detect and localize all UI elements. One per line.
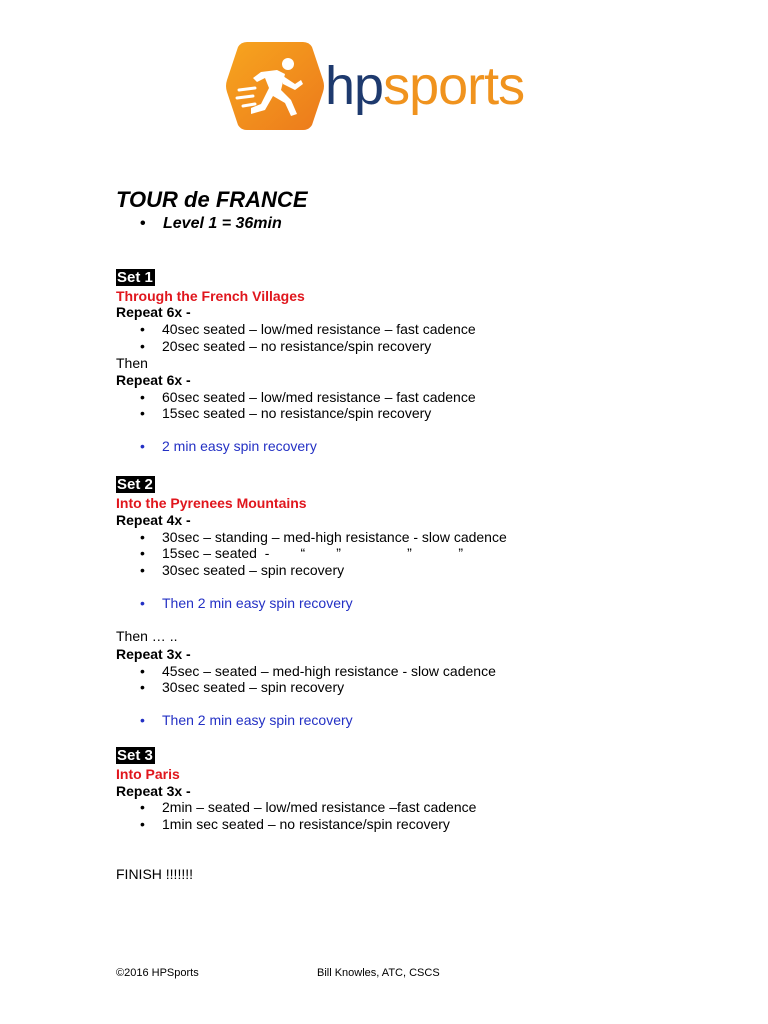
bullet-icon: • (140, 215, 146, 232)
bullet-icon: • (140, 562, 145, 578)
list-item-text: 20sec seated – no resistance/spin recovery (162, 338, 432, 354)
list-item-recovery (140, 438, 317, 455)
bullet-icon: • (140, 712, 145, 728)
bullet-icon: • (140, 338, 145, 354)
set1-label: Set 1 (117, 269, 153, 286)
list-item-recovery (140, 595, 353, 612)
set2-label: Set 2 (117, 476, 153, 493)
list-item-text: 40sec seated – low/med resistance – fast cadence (162, 321, 476, 337)
bullet-icon: • (140, 438, 145, 454)
list-item-text: 45sec – seated – med-high resistance - slow cadence (162, 663, 496, 679)
set2-label-row (116, 476, 155, 494)
list-item (140, 816, 450, 833)
set1-then: Then (116, 355, 148, 371)
set1-repeat-a: Repeat 6x - (116, 304, 191, 320)
set3-repeat: Repeat 3x - (116, 783, 191, 799)
list-item-text: 30sec seated – spin recovery (162, 679, 345, 695)
runner-icon (225, 40, 325, 132)
list-item (140, 529, 507, 546)
list-item-text: 1min sec seated – no resistance/spin recovery (162, 816, 450, 832)
set3-label-row (116, 747, 155, 765)
set3-subtitle: Into Paris (116, 766, 180, 782)
set3-label: Set 3 (117, 747, 153, 764)
level-text: Level 1 = 36min (163, 215, 282, 232)
list-item-recovery (140, 712, 353, 729)
list-item-text: 60sec seated – low/med resistance – fast cadence (162, 389, 476, 405)
bullet-icon: • (140, 595, 145, 611)
hpsports-logo (225, 40, 555, 132)
list-item-text: 2 min easy spin recovery (162, 438, 317, 454)
logo-sports-text: sports (383, 56, 525, 116)
page-title: TOUR de FRANCE (116, 187, 308, 212)
bullet-icon: • (140, 545, 145, 561)
list-item (140, 562, 344, 579)
level-line (140, 215, 282, 233)
bullet-icon: • (140, 529, 145, 545)
list-item (140, 545, 463, 562)
logo-hp-text: hp (325, 56, 384, 116)
list-item-text: 15sec – seated - “ ” ” ” (162, 545, 464, 561)
footer-author: Bill Knowles, ATC, CSCS (317, 967, 440, 979)
list-item-text: Then 2 min easy spin recovery (162, 595, 353, 611)
list-item (140, 338, 431, 355)
bullet-icon: • (140, 321, 145, 337)
finish-text: FINISH !!!!!!! (116, 866, 194, 882)
bullet-icon: • (140, 799, 145, 815)
list-item (140, 321, 476, 338)
set1-label-row (116, 269, 155, 287)
bullet-icon: • (140, 679, 145, 695)
set2-subtitle: Into the Pyrenees Mountains (116, 495, 307, 511)
bullet-icon: • (140, 816, 145, 832)
list-item-text: Then 2 min easy spin recovery (162, 712, 353, 728)
bullet-icon: • (140, 405, 145, 421)
list-item-text: 30sec seated – spin recovery (162, 562, 345, 578)
list-item (140, 389, 476, 406)
bullet-icon: • (140, 663, 145, 679)
set1-repeat-b: Repeat 6x - (116, 372, 191, 388)
set2-then: Then … .. (116, 628, 178, 644)
logo-wordmark (325, 58, 524, 114)
list-item-text: 2min – seated – low/med resistance –fast cadence (162, 799, 477, 815)
list-item (140, 663, 496, 680)
list-item (140, 679, 344, 696)
footer-copyright: ©2016 HPSports (116, 967, 199, 979)
list-item-text: 30sec – standing – med-high resistance - slow cadence (162, 529, 507, 545)
set2-repeat-a: Repeat 4x - (116, 512, 191, 528)
set1-subtitle: Through the French Villages (116, 288, 305, 304)
list-item-text: 15sec seated – no resistance/spin recovery (162, 405, 432, 421)
bullet-icon: • (140, 389, 145, 405)
list-item (140, 799, 476, 816)
list-item (140, 405, 431, 422)
set2-repeat-b: Repeat 3x - (116, 646, 191, 662)
